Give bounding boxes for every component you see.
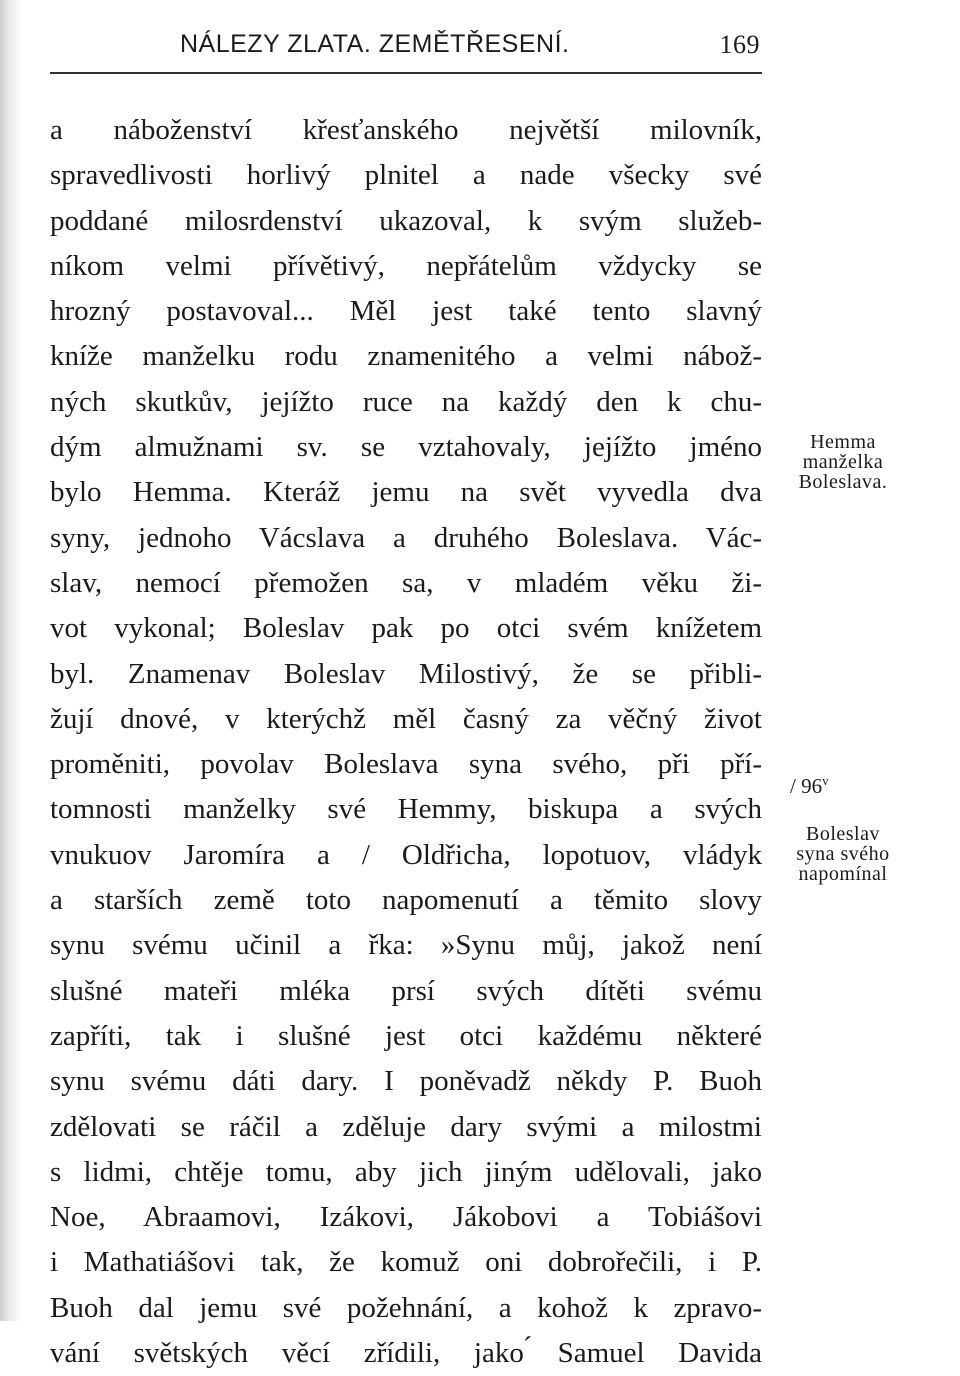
text-line: syny, jednoho Vácslava a druhého Boleslava. Vác- — [50, 521, 762, 554]
page-number: 169 — [719, 30, 760, 59]
text-line: slušné mateři mléka prsí svých dítěti svému — [50, 974, 762, 1007]
text-line: a náboženství křesťanského největší milovník, — [50, 114, 762, 146]
text-line: dým almužnami sv. se vztahovaly, jejížto jméno — [50, 431, 762, 464]
margin-note-line: Boleslava. — [798, 471, 888, 493]
text-line: i Mathatiášovi tak, že komuž oni dobrořečili, i P. — [50, 1246, 762, 1279]
text-line: hrozný postavoval... Měl jest také tento slavný — [50, 295, 762, 328]
text-line: spravedlivosti horlivý plnitel a nade všecky své — [50, 159, 762, 192]
margin-note-hemma — [768, 432, 918, 492]
text-line: synu svému učinil a řka: »Synu můj, jakož není — [50, 929, 762, 962]
text-line: poddané milosrdenství ukazoval, k svým služeb- — [50, 204, 762, 237]
text-line: proměniti, povolav Boleslava syna svého, při pří- — [50, 748, 762, 781]
text-line: zapříti, tak i slušné jest otci každému některé — [50, 1019, 762, 1052]
margin-note-line: syna svého — [796, 843, 890, 865]
text-line: kníže manželku rodu znamenitého a velmi nábož- — [50, 340, 762, 373]
text-line: Buoh dal jemu své požehnání, a kohož k zpravo- — [50, 1291, 762, 1324]
text-line: vnukuov Jaromíra a / Oldřicha, lopotuov, vládyk — [50, 838, 762, 871]
folio-marker — [790, 773, 829, 799]
folio-verso-mark: v — [822, 773, 829, 788]
text-line: slav, nemocí přemožen sa, v mladém věku ži- — [50, 566, 762, 599]
text-line: ných skutkův, jejížto ruce na každý den k chu- — [50, 385, 762, 418]
text-line: byl. Znamenav Boleslav Milostivý, že se přibli- — [50, 657, 762, 690]
margin-note-line: Hemma — [810, 431, 876, 453]
text-line: tomnosti manželky své Hemmy, biskupa a svých — [50, 793, 762, 826]
text-line: zdělovati se ráčil a zděluje dary svými a milostmi — [50, 1110, 762, 1143]
text-line: a starších země toto napomenutí a těmito slovy — [50, 884, 762, 917]
folio-number: / 96 — [790, 774, 823, 798]
running-head: NÁLEZY ZLATA. ZEMĚTŘESENÍ. — [180, 30, 570, 58]
text-line: bylo Hemma. Kteráž jemu na svět vyvedla dva — [50, 476, 762, 509]
page-gutter-shadow — [0, 0, 22, 1321]
page-header — [160, 30, 760, 66]
margin-note-boleslav — [768, 824, 918, 884]
text-line: synu svému dáti dary. I poněvadž někdy P. Buoh — [50, 1065, 762, 1098]
header-rule — [50, 72, 762, 74]
margin-note-line: manželka — [802, 451, 884, 473]
body-text — [50, 108, 762, 1376]
text-line: s lidmi, chtěje tomu, aby jich jiným udělovali, jako — [50, 1155, 762, 1188]
text-line: vání světských věcí zřídili, jako ́Samuel Davida — [50, 1337, 762, 1370]
margin-note-line: napomínal — [798, 863, 888, 885]
text-line: žují dnové, v kterýchž měl časný za věčný život — [50, 702, 762, 735]
text-line: Noe, Abraamovi, Izákovi, Jákobovi a Tobiášovi — [50, 1201, 762, 1234]
margin-note-line: Boleslav — [806, 823, 880, 845]
text-line: níkom velmi přívětivý, nepřátelům vždycky se — [50, 249, 762, 282]
text-line: vot vykonal; Boleslav pak po otci svém knížetem — [50, 612, 762, 645]
